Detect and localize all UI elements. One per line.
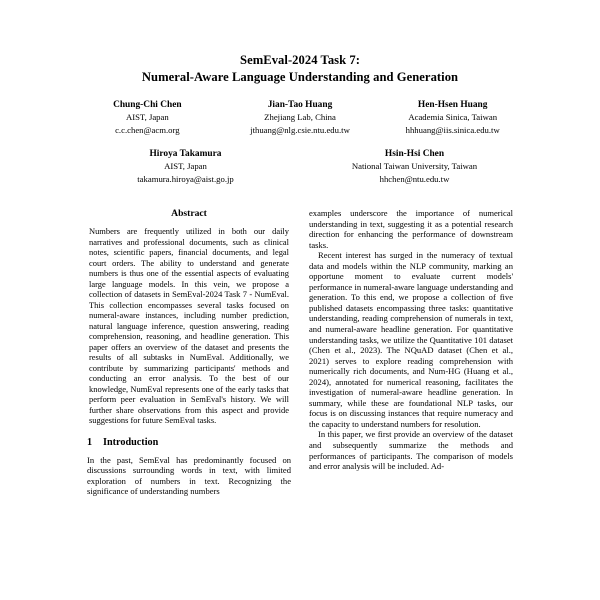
author-name: Hiroya Takamura [149,148,222,159]
author-email[interactable]: c.c.chen@acm.org [115,125,180,135]
author-affiliation: Zhejiang Lab, China [264,112,336,123]
right-column [309,208,513,600]
author-entry [71,148,300,186]
author-row-2 [71,148,529,186]
right-paragraph-3: In this paper, we first provide an overview of the dataset and subsequently summarize the methods and performances of participants. The comparison of models and error analysis will be included. Ad- [309,429,513,472]
author-row-1 [71,99,529,137]
section-heading-introduction [87,436,291,449]
author-affiliation: AIST, Japan [164,161,207,171]
author-name: Chung-Chi Chen [113,100,182,110]
author-name: Hen-Hsen Huang [417,100,488,110]
author-affiliation: AIST, Japan [125,112,169,123]
body-columns [87,208,513,600]
author-entry [300,148,529,186]
author-email[interactable]: takamura.hiroya@aist.go.jp [137,173,234,184]
author-entry [71,99,224,137]
paper-title [87,0,513,86]
author-email[interactable]: hhhuang@iis.sinica.edu.tw [405,125,500,135]
abstract-heading: Abstract [171,208,207,219]
title-line-2: Numeral-Aware Language Understanding and Generation [141,70,459,84]
title-line-1: SemEval-2024 Task 7: [240,53,360,67]
abstract-text: Numbers are frequently utilized in both our daily narratives and professional documents, such as clinical notes, scientific papers, financial documents, and legal court orders. The ability to understand and generate numbers is thus one of the essential aspects of evaluating large language models. In this vein, we propose a collection of datasets in SemEval-2024 Task 7 - NumEval. This collection encompasses several tasks focused on numeral-aware instances, including number prediction, natural language inference, question answering, reading comprehension, reasoning, and headline generation. This paper offers an overview of the dataset and presents the results of all subtasks in NumEval. Additionally, we contribute by summarizing participants' methods and conducting an error analysis. To the best of our knowledge, NumEval represents one of the early tasks that perform peer evaluation in SemEval's history. We will further share observations from this aspect and provide suggestions for future SemEval tasks. [89,226,289,425]
left-column [87,208,291,600]
right-paragraph-2: Recent interest has surged in the numeracy of textual data and models within the NLP community, marking an opportune moment to evaluate current models' performance in numeral-aware language understanding and generation. To this end, we propose a collection of five published datasets encompassing three tasks: quantitative understanding, reading comprehension of numerals in text, and numeral-aware headline generation. For quantitative understanding tasks, we utilize the Quantitative 101 dataset (Chen et al., 2023). The NQuAD dataset (Chen et al., 2021) serves to explore reading comprehension with numerically rich documents, and Num-HG (Huang et al., 2024), annotated for numerical reasoning, facilitates the investigation of numeral-aware headline generation. In summary, while these are foundational NLP tasks, our focus is on discussing instances that require numeracy and the capacity to understand numbers for resolution. [309,250,513,429]
section-title: Introduction [103,436,159,448]
author-email[interactable]: jthuang@nlg.csie.ntu.edu.tw [250,125,350,135]
author-name: Hsin-Hsi Chen [384,148,445,159]
author-entry [376,99,529,137]
author-entry [224,99,377,137]
abstract-section [87,208,291,426]
author-email[interactable]: hhchen@ntu.edu.tw [379,173,450,184]
author-affiliation: National Taiwan University, Taiwan [351,161,478,171]
author-affiliation: Academia Sinica, Taiwan [408,112,498,123]
author-name: Jian-Tao Huang [267,100,333,110]
intro-paragraph: In the past, SemEval has predominantly focused on discussions surrounding words in text, with limited exploration of numbers in text. Recognizing the significance of understanding numbers [87,454,291,497]
section-number: 1 [87,436,93,448]
right-paragraph-1: examples underscore the importance of numerical understanding in text, suggesting it as a potential research direction for enhancing the performance of downstream tasks. [309,208,513,250]
author-block [87,99,513,185]
